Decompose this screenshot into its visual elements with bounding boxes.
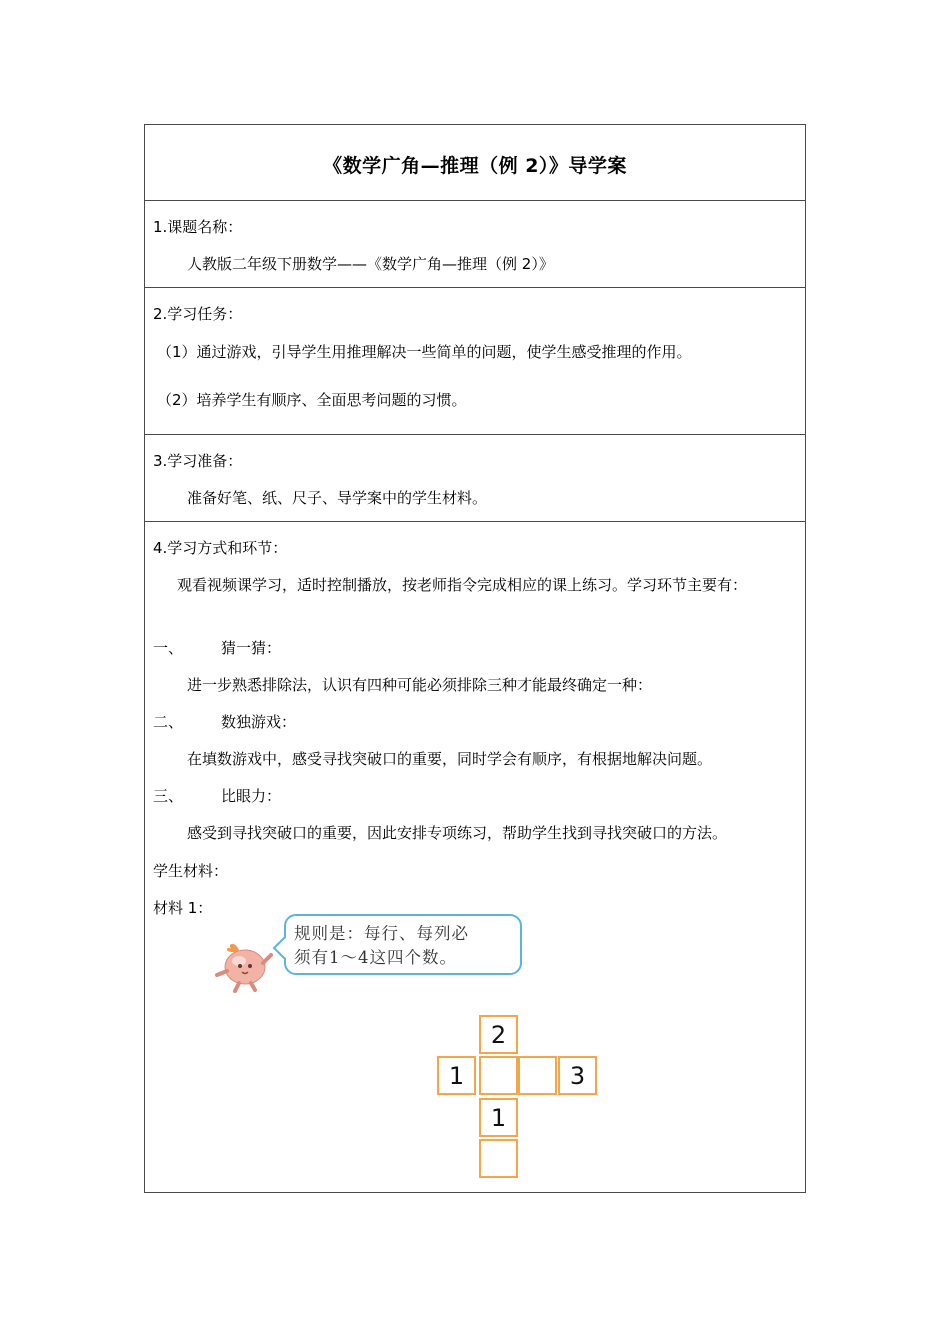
grid-cell-below[interactable]: 1	[479, 1098, 518, 1137]
grid-cell-bottom[interactable]	[479, 1139, 518, 1178]
grid-cell-top[interactable]: 2	[479, 1015, 518, 1054]
task-item: （2）培养学生有顺序、全面思考问题的习惯。	[157, 391, 467, 409]
step-desc: 在填数游戏中，感受寻找突破口的重要，同时学会有顺序，有根据地解决问题。	[187, 750, 713, 768]
grid-cell-right-inner[interactable]	[518, 1056, 557, 1095]
grid-cell-center[interactable]	[479, 1056, 518, 1095]
section-heading: 3.学习准备：	[153, 452, 243, 470]
step-number: 二、	[153, 713, 184, 731]
step-name: 数独游戏：	[221, 713, 297, 731]
material-1-label: 材料 1：	[153, 899, 213, 917]
step-number: 三、	[153, 787, 184, 805]
grid-cell-left[interactable]: 1	[437, 1056, 476, 1095]
materials-label: 学生材料：	[153, 862, 229, 880]
section-heading: 2.学习任务：	[153, 305, 243, 323]
task-item: （1）通过游戏，引导学生用推理解决一些简单的问题，使学生感受推理的作用。	[157, 343, 692, 361]
section-preparation	[145, 435, 805, 522]
page-title: 《数学广角—推理（例 2）》导学案	[323, 155, 627, 177]
step-desc: 感受到寻找突破口的重要，因此安排专项练习，帮助学生找到寻找突破口的方法。	[187, 824, 728, 842]
section-heading: 1.课题名称：	[153, 218, 243, 236]
mascot-icon	[211, 937, 275, 993]
step-desc: 进一步熟悉排除法，认识有四种可能必须排除三种才能最终确定一种：	[187, 676, 653, 694]
section-tasks	[145, 288, 805, 435]
section-intro: 观看视频课学习，适时控制播放，按老师指令完成相应的课上练习。学习环节主要有：	[177, 576, 748, 594]
grid-cell-right[interactable]: 3	[558, 1056, 597, 1095]
section-topic	[145, 201, 805, 288]
worksheet-table	[144, 124, 806, 1193]
step-name: 比眼力：	[221, 787, 282, 805]
section-body: 准备好笔、纸、尺子、导学案中的学生材料。	[187, 489, 488, 507]
rule-line-2: 须有1～4这四个数。	[294, 948, 457, 967]
rule-speech-bubble	[284, 914, 522, 975]
rule-line-1: 规则是：每行、每列必	[294, 924, 469, 943]
section-body: 人教版二年级下册数学——《数学广角—推理（例 2）》	[187, 255, 554, 273]
step-name: 猜一猜：	[221, 639, 282, 657]
step-number: 一、	[153, 639, 184, 657]
section-heading: 4.学习方式和环节：	[153, 539, 288, 557]
title-row	[145, 125, 805, 201]
rule-text	[294, 922, 514, 970]
